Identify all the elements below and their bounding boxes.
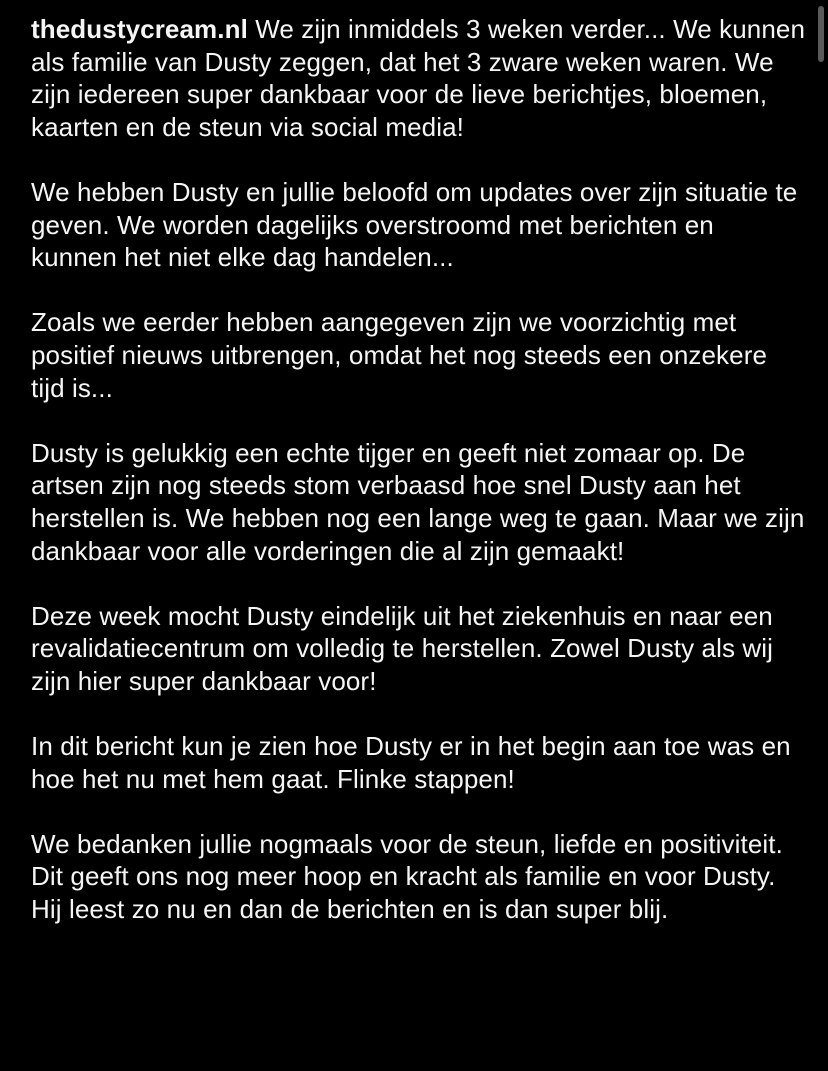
post-caption: [31, 13, 806, 958]
caption-paragraph-5: Deze week mocht Dusty eindelijk uit het ziekenhuis en naar een revalidatiecentrum om volledig te herstellen. Zowel Dusty als wij zijn hier super dankbaar voor!: [31, 600, 774, 696]
caption-paragraph-1: [31, 13, 806, 143]
caption-text-1: We zijn inmiddels 3 weken verder... We kunnen als familie van Dusty zeggen, dat het 3 zware weken waren. We zijn iedereen super dankbaar voor de lieve berichtjes, bloemen, kaarten en de steun via social media!: [31, 14, 806, 142]
caption-paragraph-7: We bedanken jullie nogmaals voor de steun, liefde en positiviteit. Dit geeft ons nog meer hoop en kracht als familie en voor Dusty. Hij leest zo nu en dan de berichten en is dan super blij.: [31, 828, 783, 925]
vertical-scrollbar[interactable]: [818, 6, 824, 62]
caption-paragraph-3: Zoals we eerder hebben aangegeven zijn we voorzichtig met positief nieuws uitbrengen, omdat het nog steeds een onzekere tijd is...: [31, 307, 768, 403]
caption-paragraph-6: In dit bericht kun je zien hoe Dusty er in het begin aan toe was en hoe het nu met hem gaat. Flinke stappen!: [31, 731, 791, 794]
caption-paragraph-2: We hebben Dusty en jullie beloofd om updates over zijn situatie te geven. We worden dagelijks overstroomd met berichten en kunnen het niet elke dag handelen...: [31, 176, 798, 273]
caption-paragraph-4: Dusty is gelukkig een echte tijger en geeft niet zomaar op. De artsen zijn nog steeds stom verbaasd hoe snel Dusty aan het herstellen is. We hebben nog een lange weg te gaan. Maar we zijn dankbaar voor alle vorderingen die al zijn gemaakt!: [31, 437, 805, 566]
username-link[interactable]: thedustycream.nl: [31, 14, 248, 44]
